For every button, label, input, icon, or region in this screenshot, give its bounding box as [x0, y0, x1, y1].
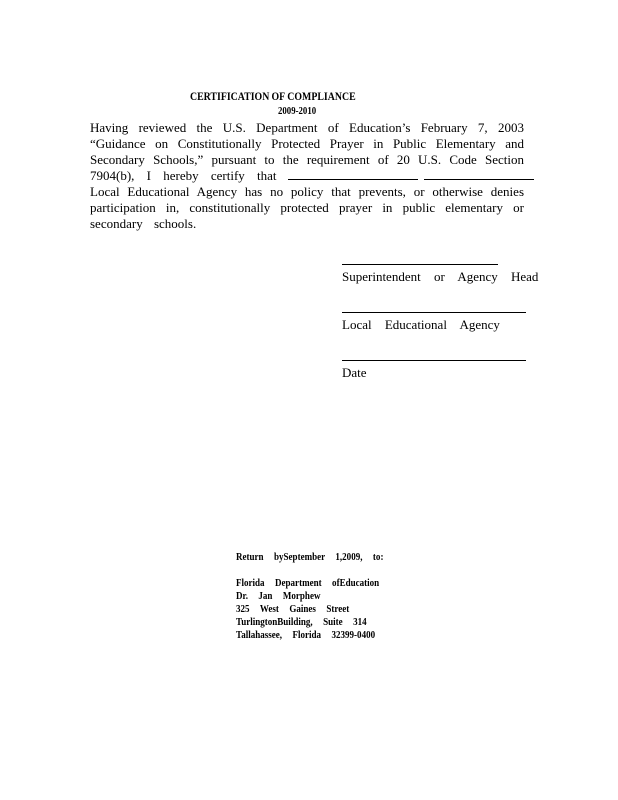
agency-signature-line[interactable]	[342, 312, 526, 313]
return-instructions	[236, 551, 383, 642]
title-word-compliance: COMPLIANCE	[287, 89, 356, 103]
paragraph-line-text: 7904(b), I hereby certify that	[90, 168, 277, 183]
address-line: Tallahassee, Florida 32399-0400	[236, 629, 376, 641]
paragraph-line: Having reviewed the U.S. Department of Education’s February 7, 2003	[90, 120, 524, 135]
date-signature-line[interactable]	[342, 360, 526, 361]
superintendent-label: Superintendent or Agency Head	[342, 269, 539, 284]
paragraph-line: participation in, constitutionally protected prayer in public elementary or	[90, 200, 524, 215]
superintendent-signature-block	[342, 264, 539, 285]
address-line: Dr. Jan Morphew	[236, 590, 321, 602]
agency-name-blank[interactable]	[288, 168, 418, 180]
address-line: Florida Department ofEducation	[236, 577, 380, 589]
title-word-certification: CERTIFICATION	[190, 89, 270, 103]
paragraph-line: secondary schools.	[90, 216, 197, 231]
paragraph-line: Local Educational Agency has no policy that prevents, or otherwise denies	[90, 184, 524, 199]
return-deadline: Return bySeptember 1,2009, to:	[236, 551, 384, 563]
paragraph-line: “Guidance on Constitutionally Protected Prayer in Public Elementary and	[90, 136, 524, 151]
document-year: 2009-2010	[278, 105, 317, 117]
document-title	[190, 89, 356, 104]
superintendent-signature-line[interactable]	[342, 264, 498, 265]
address-line: TurlingtonBuilding, Suite 314	[236, 616, 367, 628]
date-label: Date	[342, 365, 367, 380]
address-line: 325 West Gaines Street	[236, 603, 350, 615]
certification-paragraph	[90, 120, 524, 232]
agency-name-blank-continued[interactable]	[424, 168, 534, 180]
paragraph-line: Secondary Schools,” pursuant to the requirement of 20 U.S. Code Section	[90, 152, 524, 167]
title-word-of: OF	[271, 89, 286, 103]
agency-signature-block	[342, 312, 526, 333]
date-signature-block	[342, 360, 526, 381]
paragraph-line-with-blank	[90, 168, 524, 184]
agency-label: Local Educational Agency	[342, 317, 500, 332]
